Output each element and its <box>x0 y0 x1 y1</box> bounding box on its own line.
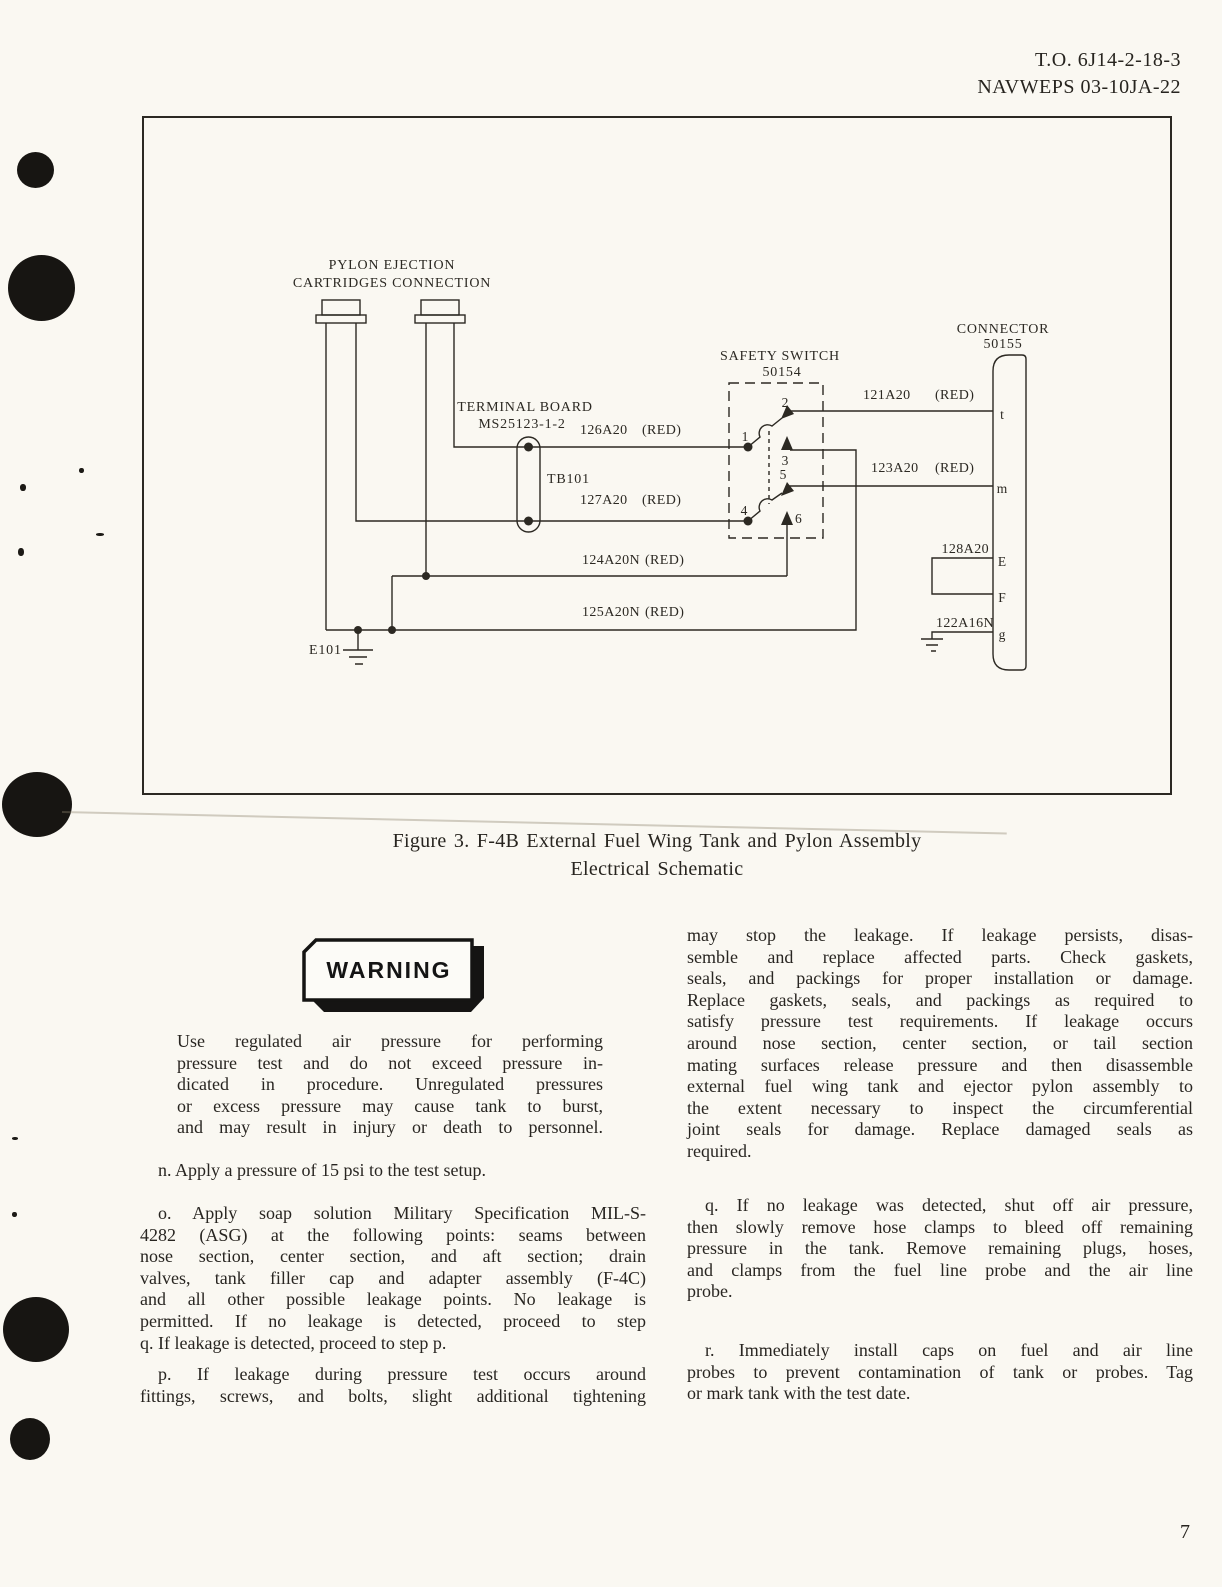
paragraph-continuation <box>687 925 1193 1163</box>
wire-125A20N-color: (RED) <box>645 605 685 620</box>
pylon-cartridge-symbols <box>316 300 465 323</box>
text-line: mating surfaces release pressure and then disassemble <box>687 1054 1193 1075</box>
wire-125A20N-id: 125A20N <box>582 605 641 620</box>
wire-121A20-color: (RED) <box>935 388 975 403</box>
scan-speck <box>79 468 84 473</box>
page-number: 7 <box>1180 1521 1190 1543</box>
text-line: required. <box>687 1140 752 1161</box>
switch-terminal-3: 3 <box>781 453 789 468</box>
terminal-board-label-line2: MS25123-1-2 <box>478 417 566 432</box>
scan-speck <box>20 484 26 491</box>
binding-mark <box>10 1418 50 1460</box>
pylon-label-line2: CARTRIDGES CONNECTION <box>292 276 492 291</box>
warning-paragraph <box>177 1031 603 1139</box>
warning-plate <box>300 932 490 1017</box>
text-line: probe. <box>687 1281 733 1302</box>
text-line: probes to prevent contamination of tank or probes. Tag <box>687 1361 1193 1382</box>
text-line: q. If no leakage was detected, shut off air pressure, <box>705 1195 1193 1215</box>
binding-mark <box>3 1297 69 1362</box>
connector-pin-m: m <box>996 481 1008 496</box>
connector-symbol <box>993 355 1026 670</box>
terminal-board-label-line1: TERMINAL BOARD <box>457 400 593 415</box>
connector-label-line1: CONNECTOR <box>956 322 1050 337</box>
text-line: pressure in the tank. Remove remaining plugs, hoses, <box>687 1238 1193 1259</box>
connector-pin-F: F <box>998 590 1006 605</box>
wire-122A16N-id: 122A16N <box>935 616 994 631</box>
scan-speck <box>12 1137 18 1140</box>
text-line: r. Immediately install caps on fuel and air line <box>705 1340 1193 1360</box>
wire-127A20-id: 127A20 <box>580 493 628 508</box>
wire-126A20-color: (RED) <box>642 423 682 438</box>
wire-123A20-id: 123A20 <box>871 461 919 476</box>
safety-switch-label-line2: 50154 <box>762 365 802 380</box>
scan-speck <box>18 548 24 556</box>
text-line: valves, tank filler cap and adapter assembly (F-4C) <box>140 1267 646 1288</box>
connector-pin-E: E <box>997 554 1007 569</box>
binding-mark <box>17 152 54 188</box>
text-line: joint seals for damage. Replace damaged seals as <box>687 1119 1193 1140</box>
switch-terminal-4: 4 <box>740 503 748 518</box>
scan-speck <box>12 1212 17 1217</box>
figure-caption-line1: Figure 3. F-4B External Fuel Wing Tank and Pylon Assembly <box>392 830 922 852</box>
connector-pin-g: g <box>998 627 1006 642</box>
switch-terminal-2: 2 <box>781 395 789 410</box>
connector-label-line2: 50155 <box>983 337 1023 352</box>
text-line: and may result in injury or death to personnel. <box>177 1117 603 1138</box>
paragraph-step-q <box>687 1195 1193 1303</box>
text-line: permitted. If no leakage is detected, proceed to step <box>140 1310 646 1331</box>
text-line: the extent necessary to inspect the circumferential <box>687 1097 1193 1118</box>
figure-caption <box>142 827 1172 883</box>
figure3-schematic <box>142 116 1172 795</box>
wire-124A20N-id: 124A20N <box>582 553 641 568</box>
text-line: o. Apply soap solution Military Specification MIL-S- <box>158 1203 646 1223</box>
text-line: or mark tank with the test date. <box>687 1383 911 1404</box>
wire-127A20-color: (RED) <box>642 493 682 508</box>
page-header <box>977 47 1181 101</box>
wire-123A20-color: (RED) <box>935 461 975 476</box>
text-line: may stop the leakage. If leakage persists, disas- <box>687 925 1193 945</box>
text-line: satisfy pressure test requirements. If leakage occurs <box>687 1011 1193 1032</box>
ground-id-label: E101 <box>309 643 342 658</box>
figure-caption-line2: Electrical Schematic <box>570 858 744 880</box>
paragraph-step-o <box>140 1203 646 1354</box>
wire-128A20-id: 128A20 <box>941 542 989 557</box>
paragraph-step-n <box>140 1160 646 1182</box>
text-line: n. Apply a pressure of 15 psi to the test setup. <box>158 1160 486 1180</box>
navweps-number: NAVWEPS 03-10JA-22 <box>977 76 1181 98</box>
pylon-label-line1: PYLON EJECTION <box>328 258 456 273</box>
text-line: external fuel wing tank and ejector pylon assembly to <box>687 1076 1193 1097</box>
text-line: and all other possible leakage points. No leakage is <box>140 1289 646 1310</box>
text-line: then slowly remove hose clamps to bleed off remaining <box>687 1216 1193 1237</box>
wire-124A20N-color: (RED) <box>645 553 685 568</box>
text-line: q. If leakage is detected, proceed to step p. <box>140 1332 447 1353</box>
text-line: pressure test and do not exceed pressure in- <box>177 1052 603 1073</box>
text-line: p. If leakage during pressure test occurs around <box>158 1364 646 1384</box>
text-line: and clamps from the fuel line probe and the air line <box>687 1259 1193 1280</box>
terminal-board-id: TB101 <box>547 472 590 487</box>
switch-terminal-6: 6 <box>795 511 802 526</box>
safety-switch-label-line1: SAFETY SWITCH <box>720 349 840 364</box>
text-line: or excess pressure may cause tank to burst, <box>177 1095 603 1116</box>
text-line: dicated in procedure. Unregulated pressures <box>177 1074 603 1095</box>
paragraph-step-p <box>140 1364 646 1407</box>
text-line: seals, and packings for proper installation or damage. <box>687 968 1193 989</box>
text-line: Use regulated air pressure for performing <box>177 1031 603 1051</box>
warning-title: WARNING <box>326 957 452 983</box>
to-number: T.O. 6J14-2-18-3 <box>1035 49 1181 71</box>
text-line: fittings, screws, and bolts, slight additional tightening <box>140 1385 646 1406</box>
figure-border <box>143 117 1171 794</box>
scan-speck <box>96 533 104 536</box>
text-line: around nose section, center section, or tail section <box>687 1032 1193 1053</box>
binding-mark <box>2 772 72 837</box>
wire-126A20-id: 126A20 <box>580 423 628 438</box>
text-line: Replace gaskets, seals, and packings as required to <box>687 989 1193 1010</box>
wire-121A20-id: 121A20 <box>863 388 911 403</box>
paragraph-step-r <box>687 1340 1193 1405</box>
binding-mark <box>8 255 75 321</box>
text-line: semble and replace affected parts. Check gaskets, <box>687 946 1193 967</box>
text-line: 4282 (ASG) at the following points: seams between <box>140 1224 646 1245</box>
switch-terminal-1: 1 <box>741 429 749 444</box>
connector-pin-t: t <box>1000 407 1004 422</box>
switch-terminal-5: 5 <box>779 467 787 482</box>
text-line: nose section, center section, and aft section; drain <box>140 1246 646 1267</box>
